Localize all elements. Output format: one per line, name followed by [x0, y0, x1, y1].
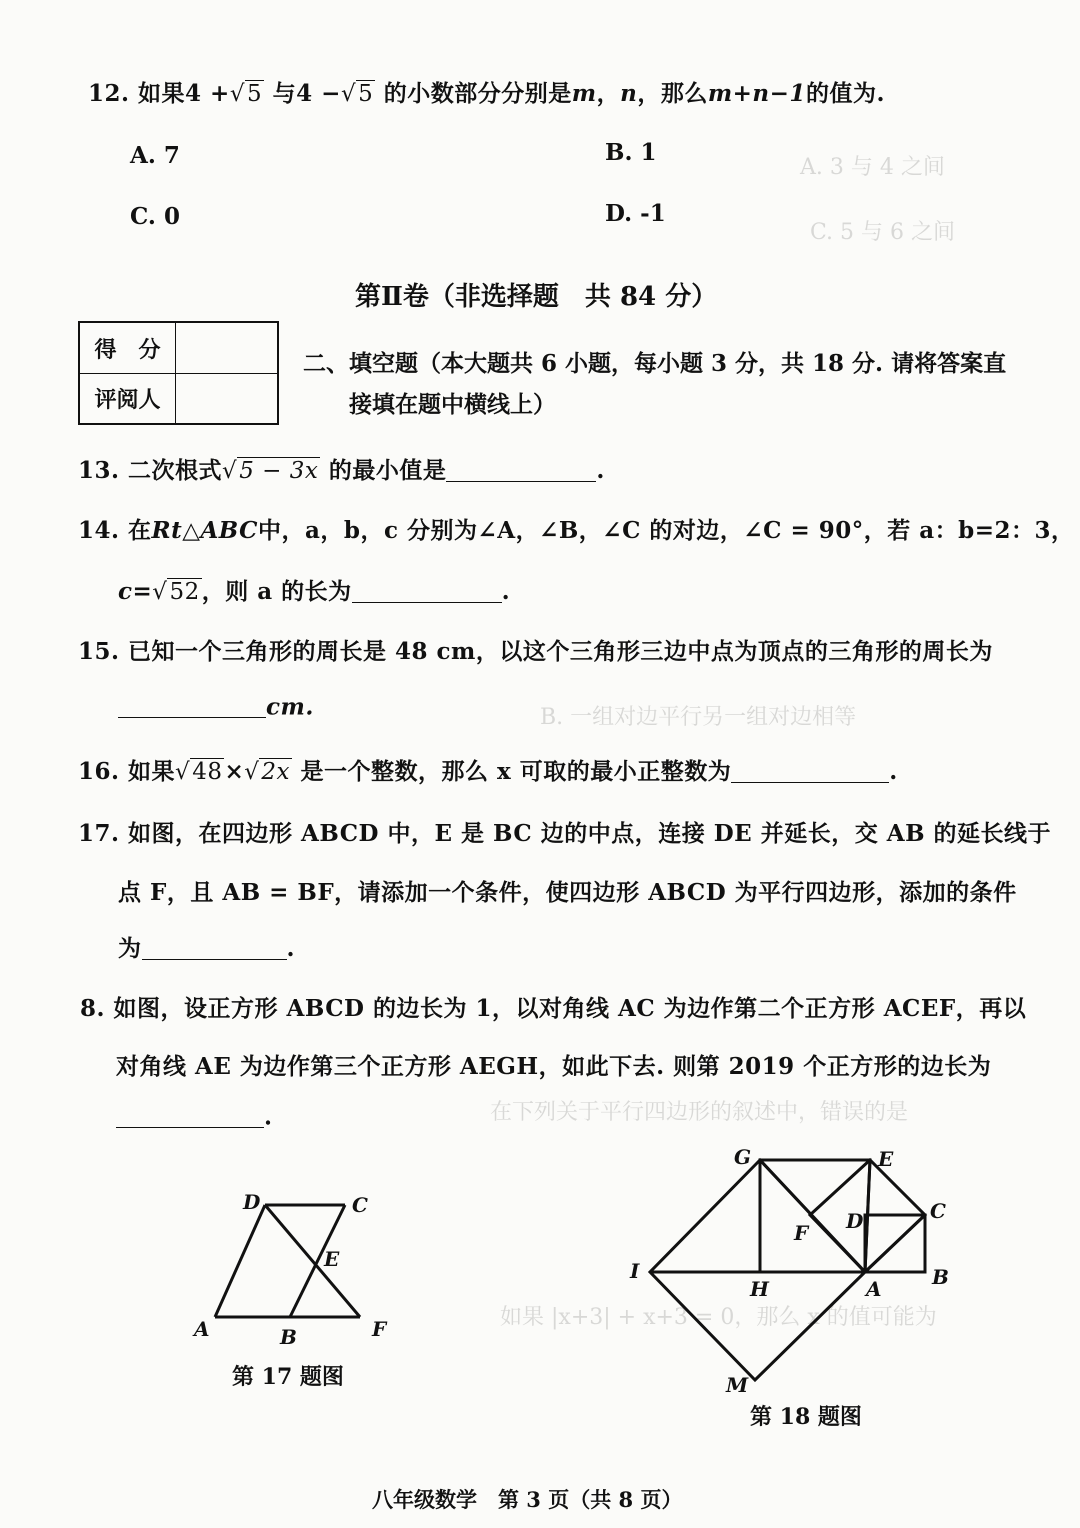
question-18-line3: .	[116, 1102, 273, 1130]
question-text: 已知一个三角形的周长是 48 cm，以这个三角形三边中点为顶点的三角形的周长为	[128, 638, 993, 665]
answer-blank[interactable]	[116, 1102, 264, 1128]
sqrt-2x: √2x	[244, 759, 291, 785]
question-16: 16. 如果√48×√2x 是一个整数，那么 x 可取的最小正整数为 .	[78, 758, 898, 785]
bleed-through-text: A. 3 与 4 之间	[800, 155, 945, 180]
question-number: 17.	[78, 820, 120, 847]
figure-18-caption: 第 18 题图	[750, 1404, 862, 1430]
answer-blank[interactable]	[118, 692, 266, 718]
score-box	[78, 321, 279, 425]
reviewer-label: 评阅人	[80, 373, 176, 423]
question-text: 如图，设正方形 ABCD 的边长为 1，以对角线 AC 为边作第二个正方形 ACEF，再以	[113, 995, 1027, 1022]
label-F: F	[794, 1221, 809, 1245]
part-2-title: 第Ⅱ卷（非选择题 共 84 分）	[355, 282, 718, 312]
section-heading: 接填在题中横线上）	[349, 391, 556, 418]
label-H: H	[750, 1277, 769, 1301]
label-I: I	[630, 1259, 640, 1283]
segment-AD	[215, 1205, 265, 1317]
question-number: 16.	[78, 758, 120, 785]
segment-DF	[265, 1205, 360, 1317]
question-text: 是一个整数，那么 x 可取的最小正整数为	[300, 758, 732, 785]
question-number: 14.	[78, 517, 120, 544]
question-text: 的小数部分分别是	[383, 80, 572, 107]
label-D: D	[846, 1209, 864, 1233]
label-A: A	[194, 1317, 210, 1341]
label-C: C	[930, 1199, 946, 1223]
option-a: A. 7	[130, 142, 180, 169]
question-text: 中，a，b，c 分别为∠A，∠B，∠C 的对边，∠C = 90°，若 a：b=2：3，	[257, 517, 1075, 544]
figure-17	[180, 1180, 410, 1360]
question-text: 如果4 +	[138, 80, 230, 107]
label-D: D	[243, 1190, 261, 1214]
label-F: F	[372, 1317, 387, 1341]
figure-18	[620, 1140, 960, 1400]
question-18-line2: 对角线 AE 为边作第三个正方形 AEGH，如此下去. 则第 2019 个正方形的边长为	[116, 1053, 992, 1080]
question-13: 13. 二次根式√5 − 3x 的最小值是 .	[78, 457, 605, 484]
question-text: 二次根式	[128, 457, 223, 484]
label-B: B	[280, 1325, 297, 1349]
question-number: 15.	[78, 638, 120, 665]
question-text: 的最小值是	[328, 457, 447, 484]
score-label: 得 分	[80, 323, 176, 373]
figure-17-caption: 第 17 题图	[232, 1364, 344, 1390]
question-text: 与4 −	[272, 80, 341, 107]
label-B: B	[932, 1265, 949, 1289]
question-number: 13.	[78, 457, 120, 484]
label-E: E	[878, 1147, 894, 1171]
option-c: C. 0	[130, 203, 180, 230]
question-12: 12. 如果4 +√5 与4 −√5 的小数部分分别是m，n，那么m+n−1的值为.	[88, 80, 885, 107]
question-14: 14. 在Rt△ABC中，a，b，c 分别为∠A，∠B，∠C 的对边，∠C = 90°，若 a：b=2：3，	[78, 517, 1075, 544]
bleed-through-text: B. 一组对边平行另一组对边相等	[540, 705, 857, 730]
label-E: E	[324, 1247, 340, 1271]
bleed-through-text: C. 5 与 6 之间	[810, 220, 956, 245]
label-M: M	[726, 1373, 749, 1397]
question-17-line2: 点 F，且 AB = BF，请添加一个条件，使四边形 ABCD 为平行四边形，添加的条件	[118, 879, 1017, 906]
answer-blank[interactable]	[731, 757, 889, 783]
label-A: A	[866, 1277, 882, 1301]
sqrt-48: √48	[175, 759, 223, 785]
sqrt-5: √5	[229, 81, 263, 107]
page-footer: 八年级数学 第 3 页（共 8 页）	[372, 1487, 683, 1512]
sqrt-5: √5	[340, 81, 374, 107]
question-text: 如图，在四边形 ABCD 中，E 是 BC 边的中点，连接 DE 并延长，交 AB 的延长线于	[128, 820, 1052, 847]
answer-blank[interactable]	[142, 934, 287, 960]
question-text: ，则 a 的长为	[201, 578, 352, 605]
question-14-line2: c=√52，则 a 的长为 .	[118, 578, 511, 605]
label-G: G	[734, 1145, 752, 1169]
bleed-through-text: 如果 |x+3| + x+3 = 0，那么 x 的值可能为	[500, 1305, 937, 1330]
question-15-line2: cm.	[118, 692, 314, 720]
answer-blank[interactable]	[352, 577, 502, 603]
label-C: C	[352, 1193, 368, 1217]
sqrt-expression: √5 − 3x	[222, 458, 319, 484]
section-heading: 二、填空题（本大题共 6 小题，每小题 3 分，共 18 分. 请将答案直	[303, 350, 1007, 377]
option-b: B. 1	[605, 139, 657, 166]
answer-blank[interactable]	[446, 456, 596, 482]
bleed-through-text: 在下列关于平行四边形的叙述中，错误的是	[490, 1100, 909, 1125]
question-15	[78, 633, 993, 666]
sqrt-52: √52	[152, 579, 200, 605]
question-18	[80, 990, 1026, 1023]
question-number: 8.	[80, 995, 106, 1022]
question-17-line3: 为 .	[118, 935, 296, 962]
question-number: 12.	[88, 80, 130, 107]
question-17	[78, 815, 1051, 848]
option-d: D. -1	[605, 200, 666, 227]
